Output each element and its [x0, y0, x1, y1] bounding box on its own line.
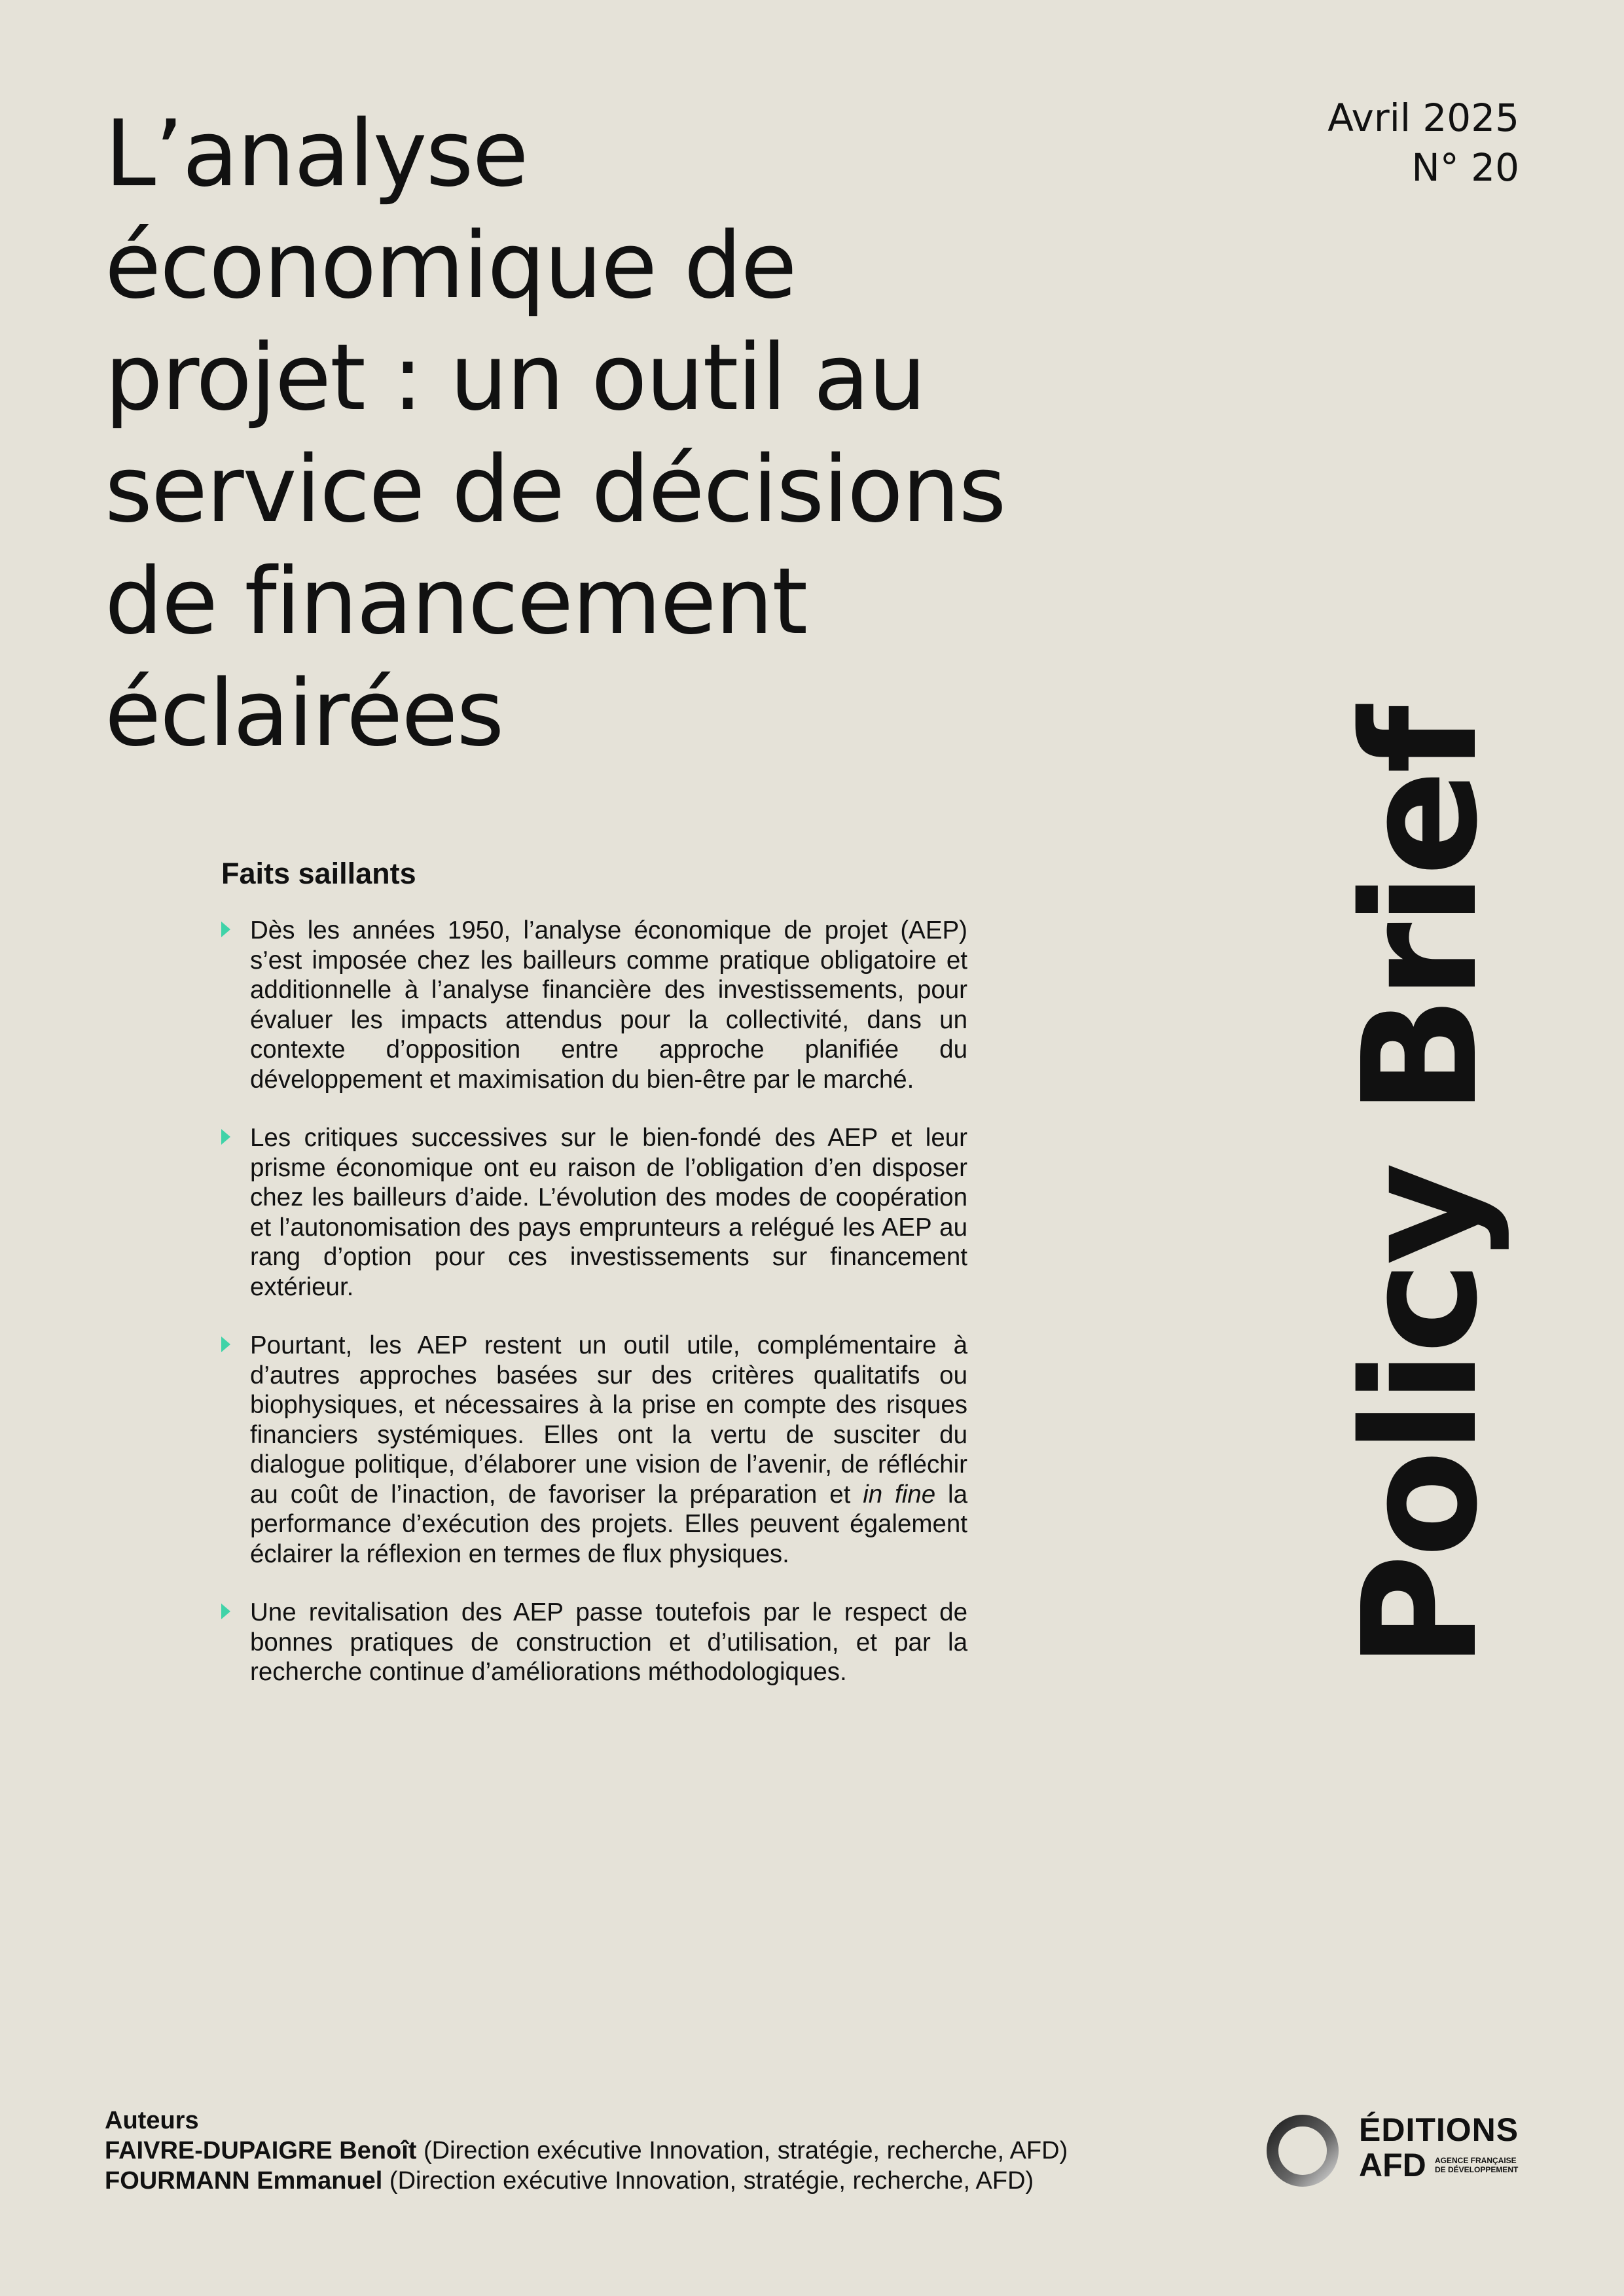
highlight-text-part: la performance d’exécution des projets. Elles peuvent également éclairer la réflexion en termes de flux physiques. [250, 1480, 967, 1568]
editions-afd-logo [1263, 2106, 1525, 2191]
title-line: L’analyse [105, 101, 528, 207]
logo-text-afd: AFD [1359, 2147, 1426, 2183]
title-line: de financement [105, 548, 807, 655]
highlight-text-part: Pourtant, les AEP restent un outil utile, complémentaire à d’autres approches basées sur des critères qualitatifs ou biophysiques, et nécessaires à la prise en compte des risques financiers systémiques. Elles ont la vertu de susciter du dialogue politique, d’élaborer une vision de l’avenir, de réfléchir au coût de l’inaction, de favoriser la préparation et [250, 1331, 967, 1509]
bullet-arrow-icon [221, 1604, 230, 1619]
authors-block [105, 2106, 1068, 2196]
author-name: FOURMANN Emmanuel [105, 2167, 383, 2195]
issue-number: N° 20 [1411, 145, 1519, 190]
authors-label: Auteurs [105, 2107, 199, 2134]
highlight-item [221, 1123, 967, 1302]
highlight-item [221, 1598, 967, 1687]
highlight-item [221, 1331, 967, 1569]
publication-info [1327, 93, 1519, 192]
publication-date: Avril 2025 [1327, 96, 1519, 140]
author-line [105, 2166, 1068, 2196]
highlights-heading: Faits saillants [221, 857, 416, 890]
bullet-arrow-icon [221, 922, 230, 937]
highlights-list [221, 916, 967, 1687]
logo-tagline-line: AGENCE FRANÇAISE [1435, 2156, 1517, 2165]
highlights-section [221, 854, 967, 1716]
document-title [105, 98, 1152, 770]
highlight-text: Les critiques successives sur le bien-fondé des AEP et leur prisme économique ont eu raison de l’obligation d’en disposer chez les bailleurs d’aide. L’évolution des modes de coopération et l’autonomisation des pays emprunteurs a relégué les AEP au rang d’option pour ces investissements sur financement extérieur. [250, 1124, 967, 1301]
author-line [105, 2136, 1068, 2166]
logo-tagline [1435, 2156, 1526, 2174]
author-name: FAIVRE-DUPAIGRE Benoît [105, 2137, 417, 2164]
bullet-arrow-icon [221, 1129, 230, 1145]
highlight-text-italic: in fine [863, 1480, 936, 1509]
title-line: éclairées [105, 660, 503, 767]
highlight-text: Dès les années 1950, l’analyse économique de projet (AEP) s’est imposée chez les bailleurs comme pratique obligatoire et additionnelle à l’analyse financière des investissements, pour évaluer les impacts attendus pour la collectivité, dans un contexte d’opposition entre approche planifiée du développement et maximisation du bien-être par le marché. [250, 916, 967, 1094]
logo-tagline-line: DE DÉVELOPPEMENT [1435, 2165, 1519, 2174]
author-affiliation: (Direction exécutive Innovation, stratégie, recherche, AFD) [382, 2167, 1034, 2195]
series-name-vertical: Policy Brief [1329, 709, 1512, 1669]
title-line: projet : un outil au [105, 325, 926, 431]
author-affiliation: (Direction exécutive Innovation, stratégie, recherche, AFD) [416, 2137, 1068, 2164]
bullet-arrow-icon [221, 1336, 230, 1352]
logo-ring-icon [1263, 2111, 1342, 2190]
highlight-text: Une revitalisation des AEP passe toutefois par le respect de bonnes pratiques de construction et d’utilisation, et par la recherche continue d’améliorations méthodologiques. [250, 1598, 967, 1686]
highlight-item [221, 916, 967, 1094]
logo-text-editions: ÉDITIONS [1359, 2111, 1519, 2148]
title-line: économique de [105, 213, 796, 319]
title-line: service de décisions [105, 437, 1005, 543]
